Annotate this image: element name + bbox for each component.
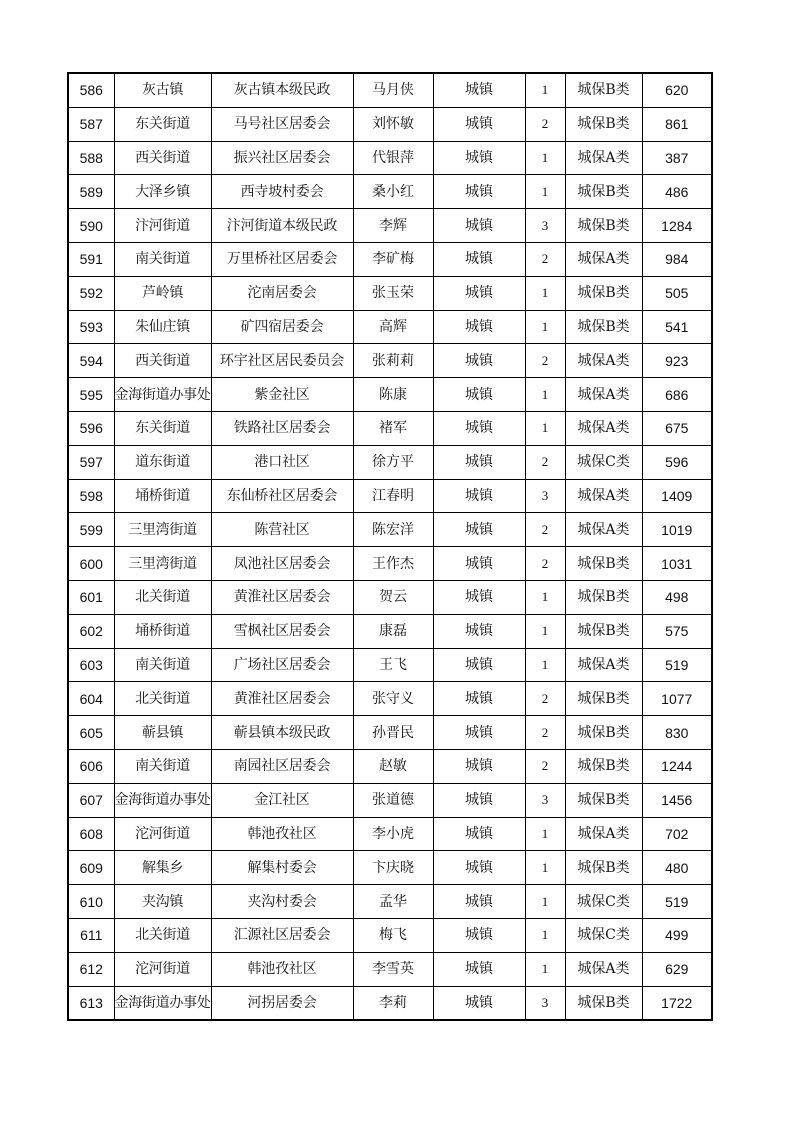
category-cell: 城保B类 [565,851,642,885]
street-cell: 道东街道 [114,445,211,479]
person-name-cell: 徐方平 [353,445,433,479]
amount-cell: 1722 [642,986,712,1020]
street-cell: 三里湾街道 [114,547,211,581]
row-number: 588 [68,141,114,175]
category-cell: 城保A类 [565,952,642,986]
amount-cell: 498 [642,580,712,614]
row-number: 609 [68,851,114,885]
row-number: 595 [68,378,114,412]
category-cell: 城保B类 [565,310,642,344]
row-number: 605 [68,716,114,750]
community-cell: 汴河街道本级民政 [211,209,353,243]
area-type-cell: 城镇 [433,783,525,817]
row-number: 599 [68,513,114,547]
street-cell: 解集乡 [114,851,211,885]
household-count-cell: 1 [525,580,565,614]
household-count-cell: 2 [525,749,565,783]
table-row [68,310,712,344]
person-name-cell: 李辉 [353,209,433,243]
area-type-cell: 城镇 [433,580,525,614]
category-cell: 城保B类 [565,107,642,141]
area-type-cell: 城镇 [433,648,525,682]
table-row [68,513,712,547]
street-cell: 南关街道 [114,648,211,682]
street-cell: 金海街道办事处 [114,783,211,817]
row-number: 598 [68,479,114,513]
table-row [68,209,712,243]
table-row [68,648,712,682]
amount-cell: 541 [642,310,712,344]
person-name-cell: 陈康 [353,378,433,412]
street-cell: 北关街道 [114,682,211,716]
household-count-cell: 2 [525,344,565,378]
street-cell: 灰古镇 [114,73,211,107]
community-cell: 南园社区居委会 [211,749,353,783]
amount-cell: 1031 [642,547,712,581]
row-number: 613 [68,986,114,1020]
street-cell: 夹沟镇 [114,885,211,919]
table-row [68,141,712,175]
area-type-cell: 城镇 [433,107,525,141]
amount-cell: 596 [642,445,712,479]
amount-cell: 984 [642,242,712,276]
street-cell: 沱河街道 [114,817,211,851]
amount-cell: 519 [642,885,712,919]
category-cell: 城保C类 [565,885,642,919]
community-cell: 矿四宿居委会 [211,310,353,344]
area-type-cell: 城镇 [433,749,525,783]
household-count-cell: 1 [525,175,565,209]
household-count-cell: 2 [525,242,565,276]
street-cell: 金海街道办事处 [114,986,211,1020]
table-row [68,851,712,885]
category-cell: 城保B类 [565,682,642,716]
table-row [68,411,712,445]
area-type-cell: 城镇 [433,175,525,209]
table-row [68,783,712,817]
person-name-cell: 孟华 [353,885,433,919]
roster-body [68,73,712,1020]
area-type-cell: 城镇 [433,242,525,276]
amount-cell: 1019 [642,513,712,547]
street-cell: 沱河街道 [114,952,211,986]
category-cell: 城保B类 [565,209,642,243]
row-number: 596 [68,411,114,445]
table-row [68,344,712,378]
person-name-cell: 王作杰 [353,547,433,581]
area-type-cell: 城镇 [433,614,525,648]
household-count-cell: 2 [525,547,565,581]
amount-cell: 620 [642,73,712,107]
community-cell: 广场社区居委会 [211,648,353,682]
community-cell: 环宇社区居民委员会 [211,344,353,378]
category-cell: 城保B类 [565,547,642,581]
household-count-cell: 2 [525,513,565,547]
area-type-cell: 城镇 [433,682,525,716]
amount-cell: 830 [642,716,712,750]
household-count-cell: 2 [525,716,565,750]
street-cell: 埇桥街道 [114,479,211,513]
row-number: 608 [68,817,114,851]
row-number: 597 [68,445,114,479]
row-number: 589 [68,175,114,209]
amount-cell: 629 [642,952,712,986]
table-row [68,682,712,716]
area-type-cell: 城镇 [433,310,525,344]
street-cell: 南关街道 [114,242,211,276]
community-cell: 雪枫社区居委会 [211,614,353,648]
amount-cell: 675 [642,411,712,445]
category-cell: 城保A类 [565,479,642,513]
area-type-cell: 城镇 [433,851,525,885]
area-type-cell: 城镇 [433,716,525,750]
category-cell: 城保A类 [565,648,642,682]
row-number: 606 [68,749,114,783]
category-cell: 城保A类 [565,344,642,378]
amount-cell: 1077 [642,682,712,716]
street-cell: 朱仙庄镇 [114,310,211,344]
table-row [68,445,712,479]
street-cell: 北关街道 [114,580,211,614]
amount-cell: 499 [642,918,712,952]
category-cell: 城保B类 [565,73,642,107]
household-count-cell: 1 [525,918,565,952]
community-cell: 汇源社区居委会 [211,918,353,952]
person-name-cell: 张守义 [353,682,433,716]
community-cell: 陈营社区 [211,513,353,547]
amount-cell: 480 [642,851,712,885]
amount-cell: 1284 [642,209,712,243]
community-cell: 东仙桥社区居委会 [211,479,353,513]
community-cell: 振兴社区居委会 [211,141,353,175]
row-number: 586 [68,73,114,107]
table-row [68,547,712,581]
amount-cell: 702 [642,817,712,851]
category-cell: 城保A类 [565,411,642,445]
person-name-cell: 贺云 [353,580,433,614]
table-row [68,952,712,986]
community-cell: 河拐居委会 [211,986,353,1020]
area-type-cell: 城镇 [433,73,525,107]
category-cell: 城保A类 [565,141,642,175]
area-type-cell: 城镇 [433,411,525,445]
person-name-cell: 张玉荣 [353,276,433,310]
row-number: 603 [68,648,114,682]
amount-cell: 1456 [642,783,712,817]
household-count-cell: 2 [525,682,565,716]
street-cell: 南关街道 [114,749,211,783]
row-number: 611 [68,918,114,952]
community-cell: 韩池孜社区 [211,952,353,986]
person-name-cell: 刘怀敏 [353,107,433,141]
area-type-cell: 城镇 [433,141,525,175]
community-cell: 韩池孜社区 [211,817,353,851]
household-count-cell: 1 [525,952,565,986]
household-count-cell: 3 [525,783,565,817]
person-name-cell: 孙晋民 [353,716,433,750]
household-count-cell: 1 [525,378,565,412]
category-cell: 城保B类 [565,276,642,310]
household-count-cell: 1 [525,885,565,919]
category-cell: 城保C类 [565,918,642,952]
table-row [68,716,712,750]
household-count-cell: 1 [525,411,565,445]
row-number: 587 [68,107,114,141]
person-name-cell: 桑小红 [353,175,433,209]
table-row [68,107,712,141]
community-cell: 马号社区居委会 [211,107,353,141]
street-cell: 汴河街道 [114,209,211,243]
street-cell: 西关街道 [114,344,211,378]
person-name-cell: 李雪英 [353,952,433,986]
street-cell: 西关街道 [114,141,211,175]
person-name-cell: 李矿梅 [353,242,433,276]
street-cell: 三里湾街道 [114,513,211,547]
table-row [68,986,712,1020]
community-cell: 港口社区 [211,445,353,479]
table-row [68,918,712,952]
area-type-cell: 城镇 [433,479,525,513]
household-count-cell: 2 [525,107,565,141]
row-number: 610 [68,885,114,919]
amount-cell: 505 [642,276,712,310]
row-number: 600 [68,547,114,581]
category-cell: 城保B类 [565,614,642,648]
person-name-cell: 江春明 [353,479,433,513]
person-name-cell: 褚军 [353,411,433,445]
table-row [68,817,712,851]
row-number: 607 [68,783,114,817]
category-cell: 城保A类 [565,817,642,851]
area-type-cell: 城镇 [433,952,525,986]
category-cell: 城保B类 [565,175,642,209]
table-row [68,580,712,614]
area-type-cell: 城镇 [433,344,525,378]
area-type-cell: 城镇 [433,276,525,310]
household-count-cell: 2 [525,445,565,479]
street-cell: 芦岭镇 [114,276,211,310]
row-number: 604 [68,682,114,716]
person-name-cell: 康磊 [353,614,433,648]
amount-cell: 575 [642,614,712,648]
household-count-cell: 1 [525,614,565,648]
table-row [68,378,712,412]
area-type-cell: 城镇 [433,817,525,851]
community-cell: 灰古镇本级民政 [211,73,353,107]
table-row [68,242,712,276]
area-type-cell: 城镇 [433,547,525,581]
row-number: 590 [68,209,114,243]
area-type-cell: 城镇 [433,209,525,243]
table-row [68,479,712,513]
household-count-cell: 1 [525,73,565,107]
amount-cell: 1409 [642,479,712,513]
amount-cell: 1244 [642,749,712,783]
street-cell: 大泽乡镇 [114,175,211,209]
row-number: 592 [68,276,114,310]
roster-table [67,72,713,1021]
community-cell: 紫金社区 [211,378,353,412]
community-cell: 万里桥社区居委会 [211,242,353,276]
community-cell: 解集村委会 [211,851,353,885]
household-count-cell: 1 [525,851,565,885]
person-name-cell: 梅飞 [353,918,433,952]
category-cell: 城保B类 [565,986,642,1020]
row-number: 594 [68,344,114,378]
person-name-cell: 卞庆晓 [353,851,433,885]
community-cell: 铁路社区居委会 [211,411,353,445]
category-cell: 城保A类 [565,242,642,276]
area-type-cell: 城镇 [433,513,525,547]
street-cell: 东关街道 [114,107,211,141]
household-count-cell: 1 [525,276,565,310]
table-row [68,885,712,919]
community-cell: 西寺坡村委会 [211,175,353,209]
category-cell: 城保B类 [565,749,642,783]
household-count-cell: 3 [525,209,565,243]
amount-cell: 519 [642,648,712,682]
person-name-cell: 李小虎 [353,817,433,851]
person-name-cell: 张道德 [353,783,433,817]
amount-cell: 686 [642,378,712,412]
person-name-cell: 马月侠 [353,73,433,107]
community-cell: 黄淮社区居委会 [211,682,353,716]
household-count-cell: 3 [525,479,565,513]
category-cell: 城保B类 [565,783,642,817]
person-name-cell: 高辉 [353,310,433,344]
street-cell: 北关街道 [114,918,211,952]
street-cell: 金海街道办事处 [114,378,211,412]
row-number: 593 [68,310,114,344]
area-type-cell: 城镇 [433,445,525,479]
table-row [68,614,712,648]
row-number: 602 [68,614,114,648]
category-cell: 城保B类 [565,580,642,614]
community-cell: 沱南居委会 [211,276,353,310]
street-cell: 蕲县镇 [114,716,211,750]
community-cell: 蕲县镇本级民政 [211,716,353,750]
household-count-cell: 1 [525,648,565,682]
person-name-cell: 代银萍 [353,141,433,175]
table-row [68,749,712,783]
category-cell: 城保B类 [565,716,642,750]
person-name-cell: 陈宏洋 [353,513,433,547]
category-cell: 城保C类 [565,445,642,479]
table-row [68,175,712,209]
household-count-cell: 1 [525,141,565,175]
street-cell: 东关街道 [114,411,211,445]
person-name-cell: 王飞 [353,648,433,682]
household-count-cell: 1 [525,310,565,344]
community-cell: 夹沟村委会 [211,885,353,919]
community-cell: 黄淮社区居委会 [211,580,353,614]
household-count-cell: 1 [525,817,565,851]
category-cell: 城保A类 [565,378,642,412]
street-cell: 埇桥街道 [114,614,211,648]
row-number: 591 [68,242,114,276]
amount-cell: 923 [642,344,712,378]
category-cell: 城保A类 [565,513,642,547]
community-cell: 金江社区 [211,783,353,817]
household-count-cell: 3 [525,986,565,1020]
row-number: 612 [68,952,114,986]
amount-cell: 387 [642,141,712,175]
amount-cell: 861 [642,107,712,141]
person-name-cell: 赵敏 [353,749,433,783]
person-name-cell: 张莉莉 [353,344,433,378]
table-row [68,276,712,310]
community-cell: 凤池社区居委会 [211,547,353,581]
row-number: 601 [68,580,114,614]
area-type-cell: 城镇 [433,378,525,412]
table-row [68,73,712,107]
amount-cell: 486 [642,175,712,209]
area-type-cell: 城镇 [433,885,525,919]
area-type-cell: 城镇 [433,918,525,952]
person-name-cell: 李莉 [353,986,433,1020]
area-type-cell: 城镇 [433,986,525,1020]
